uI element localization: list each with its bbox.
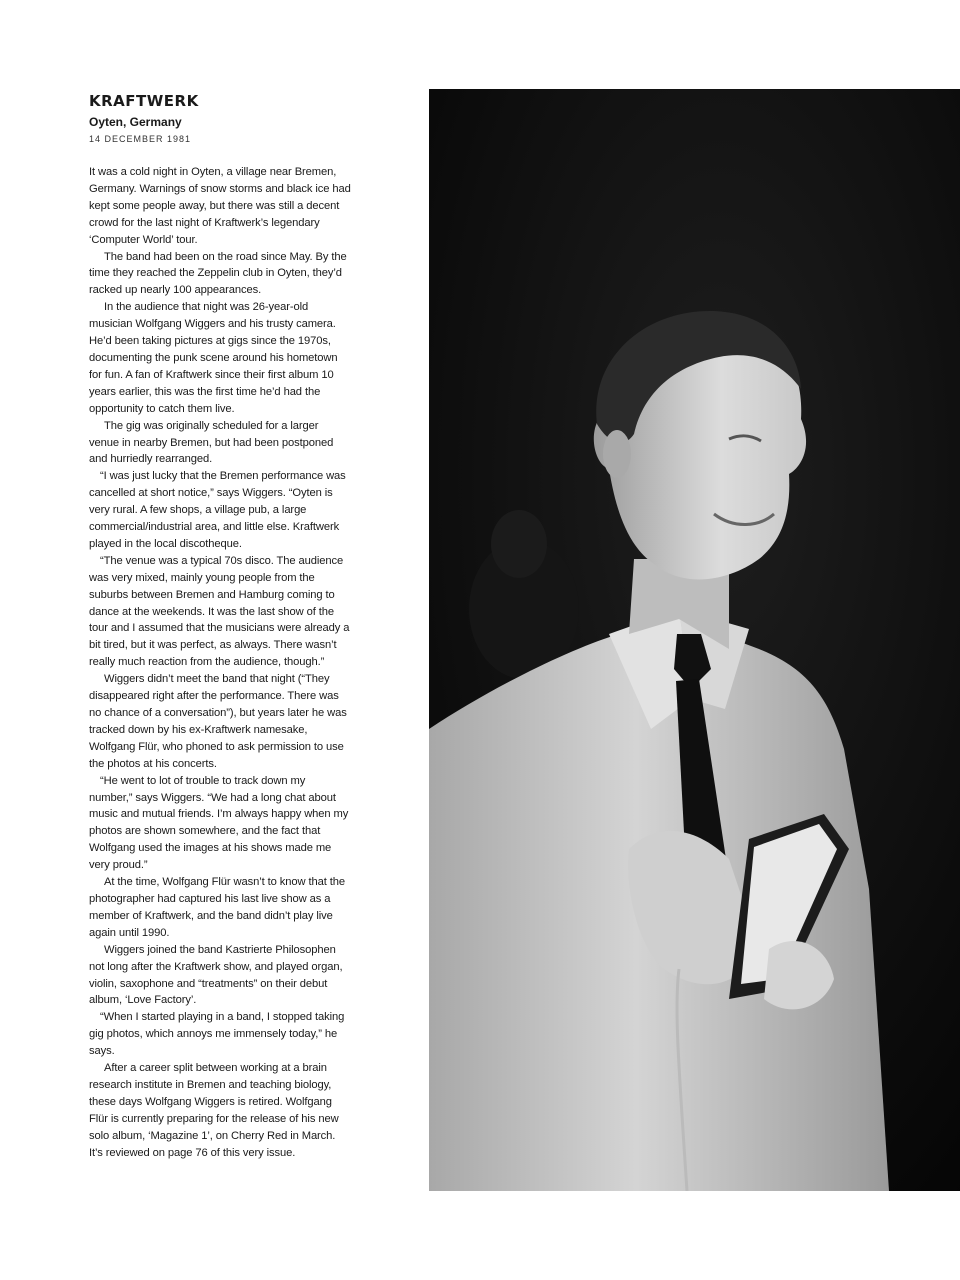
article-paragraph: After a career split between working at a brain research institute in Bremen and teaching biology, these days Wolfgang Wiggers is retired. Wolfgang Flür is currently preparing for the release of his new solo album, ‘Magazine 1’, on Cherry Red in March. It’s reviewed on page 76 of this very issue. (89, 1062, 339, 1159)
band-name: KRAFTWERK (89, 92, 199, 110)
article-paragraph: It was a cold night in Oyten, a village near Bremen, Germany. Warnings of snow storms and black ice had kept some people away, but there was still a decent crowd for the last night of Kraftwerk’s legendary ‘Computer World’ tour. (89, 166, 351, 246)
article-paragraph: The band had been on the road since May. By the time they reached the Zeppelin club in Oyten, they’d racked up nearly 100 appearances. (89, 250, 347, 297)
article-paragraph: The gig was originally scheduled for a larger venue in nearby Bremen, but had been postponed and hurriedly rearranged. (89, 419, 334, 466)
date: 14 DECEMBER 1981 (89, 134, 192, 144)
article-column (89, 92, 351, 1161)
article-paragraph: At the time, Wolfgang Flür wasn’t to know that the photographer had captured his last live show as a member of Kraftwerk, and the band didn’t play live again until 1990. (89, 876, 346, 939)
article-paragraph: “The venue was a typical 70s disco. The audience was very mixed, mainly young people from the suburbs between Bremen and Hamburg coming to dance at the weekends. It was the last show of the tour and I assumed that the musicians were already a bit tired, but it was perfect, as always. There wasn’t really much reaction from the audience, though.” (89, 554, 350, 669)
location: Oyten, Germany (89, 115, 182, 129)
article-body (89, 164, 351, 1161)
article-paragraph: “He went to lot of trouble to track down my number,” says Wiggers. “We had a long chat about music and mutual friends. I’m always happy when my photos are shown somewhere, and the fact that Wolfgang used the images at his shows made me very proud.” (89, 774, 349, 872)
article-paragraph: In the audience that night was 26-year-old musician Wolfgang Wiggers and his trusty camera. He’d been taking pictures at gigs since the 1970s, documenting the punk scene around his hometown for fun. A fan of Kraftwerk since their first album 10 years earlier, this was the first time he’d had the opportunity to catch them live. (89, 301, 338, 415)
article-paragraph: “I was just lucky that the Bremen performance was cancelled at short notice,” says Wiggers. “Oyten is very rural. A few shops, a village pub, a large commercial/industrial area, and little else. Kraftwerk played in the local discotheque. (89, 470, 346, 550)
article-paragraph: Wiggers didn’t meet the band that night (“They disappeared right after the performance. There was no chance of a conversation”), but years later he was tracked down by his ex-Kraftwerk namesake, Wolfgang Flür, who phoned to ask permission to use the photos at his concerts. (89, 673, 347, 770)
article-paragraph: Wiggers joined the band Kastrierte Philosophen not long after the Kraftwerk show, and played organ, violin, saxophone and “treatments” on their debut album, ‘Love Factory’. (89, 943, 343, 1007)
musician-photo (429, 89, 960, 1191)
photo-illustration (429, 89, 960, 1191)
article-paragraph: “When I started playing in a band, I stopped taking gig photos, which annoys me immensely today,” he says. (89, 1011, 345, 1058)
